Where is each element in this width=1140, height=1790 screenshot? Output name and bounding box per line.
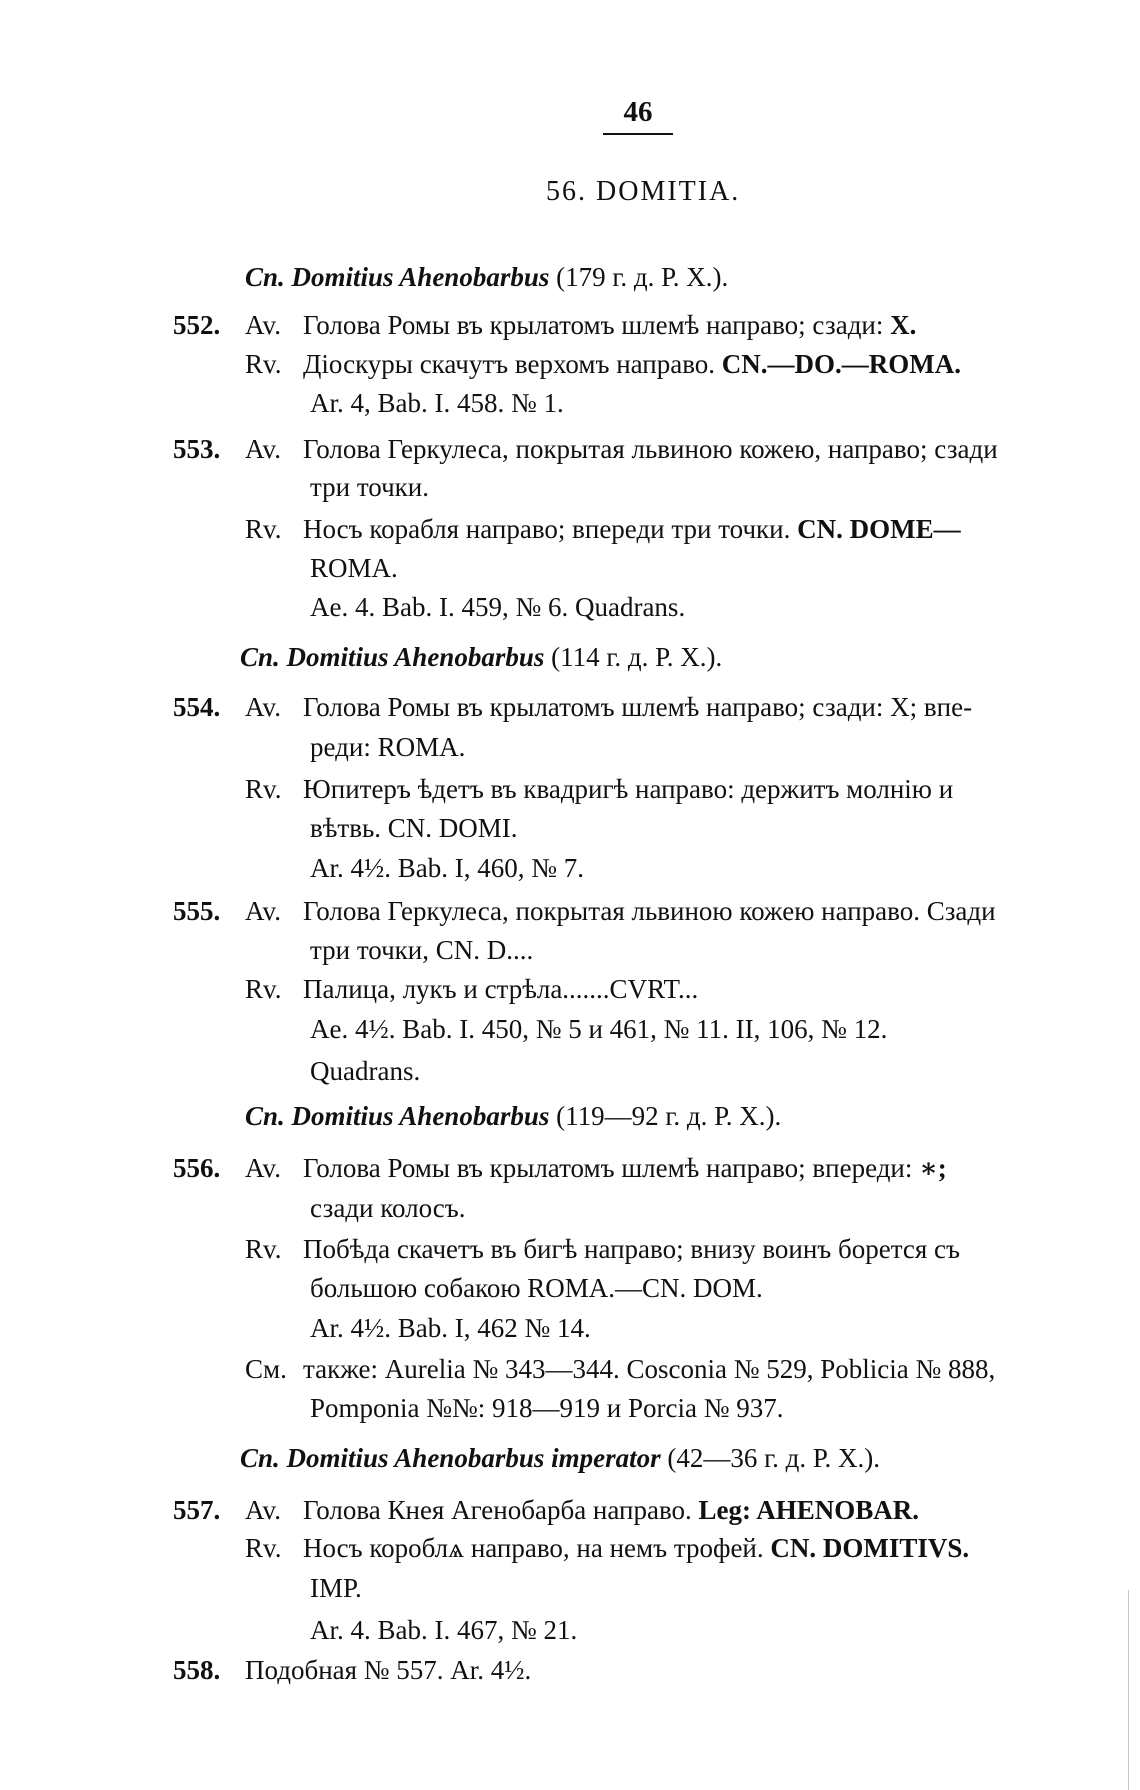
subheading: Cn. Domitius Ahenobarbus (119—92 г. д. Р. Х.). bbox=[245, 1101, 782, 1131]
entry-line: Quadrans. bbox=[310, 1056, 421, 1086]
entry-line: Rv. Носъ корабля направо; впереди три точки. CN. DOME— bbox=[245, 514, 961, 544]
entry-line: большою собакою ROMA.—CN. DOM. bbox=[310, 1273, 763, 1303]
entry-line: Ar. 4½. Bab. I, 460, № 7. bbox=[310, 853, 584, 883]
entry-line: 557. Av. Голова Кнея Агенобарба направо. Leg: AHENOBAR. bbox=[173, 1495, 920, 1525]
subheading: Cn. Domitius Ahenobarbus (114 г. д. Р. Х.). bbox=[240, 642, 723, 672]
asterisk-symbol: ∗; bbox=[919, 1153, 947, 1183]
entry-line: три точки. bbox=[310, 472, 429, 502]
entry-line: 552. Av. Голова Ромы въ крылатомъ шлемѣ направо; сзади: X. bbox=[173, 310, 917, 340]
page-number: 46 bbox=[603, 98, 673, 135]
entry-line: 553. Av. Голова Геркулеса, покрытая львиною кожею, направо; сзади bbox=[173, 434, 998, 464]
entry-line: Rv. Побѣда скачетъ въ бигѣ направо; внизу воинъ борется съ bbox=[245, 1234, 960, 1264]
subheading: Cn. Domitius Ahenobarbus imperator (42—36 г. д. Р. Х.). bbox=[240, 1443, 880, 1473]
entry-line: 554. Av. Голова Ромы въ крылатомъ шлемѣ направо; сзади: X; впе- bbox=[173, 692, 973, 722]
page-edge-line bbox=[1128, 1590, 1129, 1790]
entry-line: 556. Av. Голова Ромы въ крылатомъ шлемѣ направо; впереди: ∗; bbox=[173, 1153, 947, 1183]
section-title: 56. DOMITIA. bbox=[546, 176, 741, 207]
entry-line: Ar. 4, Bab. I. 458. № 1. bbox=[310, 388, 564, 418]
entry-line: Ar. 4. Bab. I. 467, № 21. bbox=[310, 1615, 578, 1645]
entry-line: Pomponia №№: 918—919 и Porcia № 937. bbox=[310, 1393, 784, 1423]
entry-line: Rv. Палица, лукъ и стрѣла.......CVRT... bbox=[245, 974, 699, 1004]
entry-line: Rv. Діоскуры скачутъ верхомъ направо. CN.—DO.—ROMA. bbox=[245, 349, 962, 379]
entry-line: 558. Подобная № 557. Ar. 4½. bbox=[173, 1655, 532, 1685]
entry-line: ROMA. bbox=[310, 553, 398, 583]
entry-line: сзади колосъ. bbox=[310, 1193, 466, 1223]
entry-line: три точки, CN. D.... bbox=[310, 935, 534, 965]
subheading: Cn. Domitius Ahenobarbus (179 г. д. Р. Х.). bbox=[245, 262, 729, 292]
entry-line: Rv. Юпитеръ ѣдетъ въ квадригѣ направо: держитъ молнію и bbox=[245, 774, 954, 804]
entry-line: 555. Av. Голова Геркулеса, покрытая львиною кожею направо. Сзади bbox=[173, 896, 996, 926]
entry-line: См. также: Aurelia № 343—344. Cosconia № 529, Poblicia № 888, bbox=[245, 1354, 996, 1384]
entry-line: IMP. bbox=[310, 1573, 362, 1603]
entry-line: реди: ROMA. bbox=[310, 732, 466, 762]
entry-line: Ae. 4½. Bab. I. 450, № 5 и 461, № 11. II, 106, № 12. bbox=[310, 1014, 888, 1044]
entry-line: Ar. 4½. Bab. I, 462 № 14. bbox=[310, 1313, 591, 1343]
entry-line: Ae. 4. Bab. I. 459, № 6. Quadrans. bbox=[310, 592, 686, 622]
entry-line: вѣтвь. CN. DOMI. bbox=[310, 813, 518, 843]
entry-line: Rv. Носъ короблѧ направо, на немъ трофей. CN. DOMITIVS. bbox=[245, 1533, 970, 1563]
